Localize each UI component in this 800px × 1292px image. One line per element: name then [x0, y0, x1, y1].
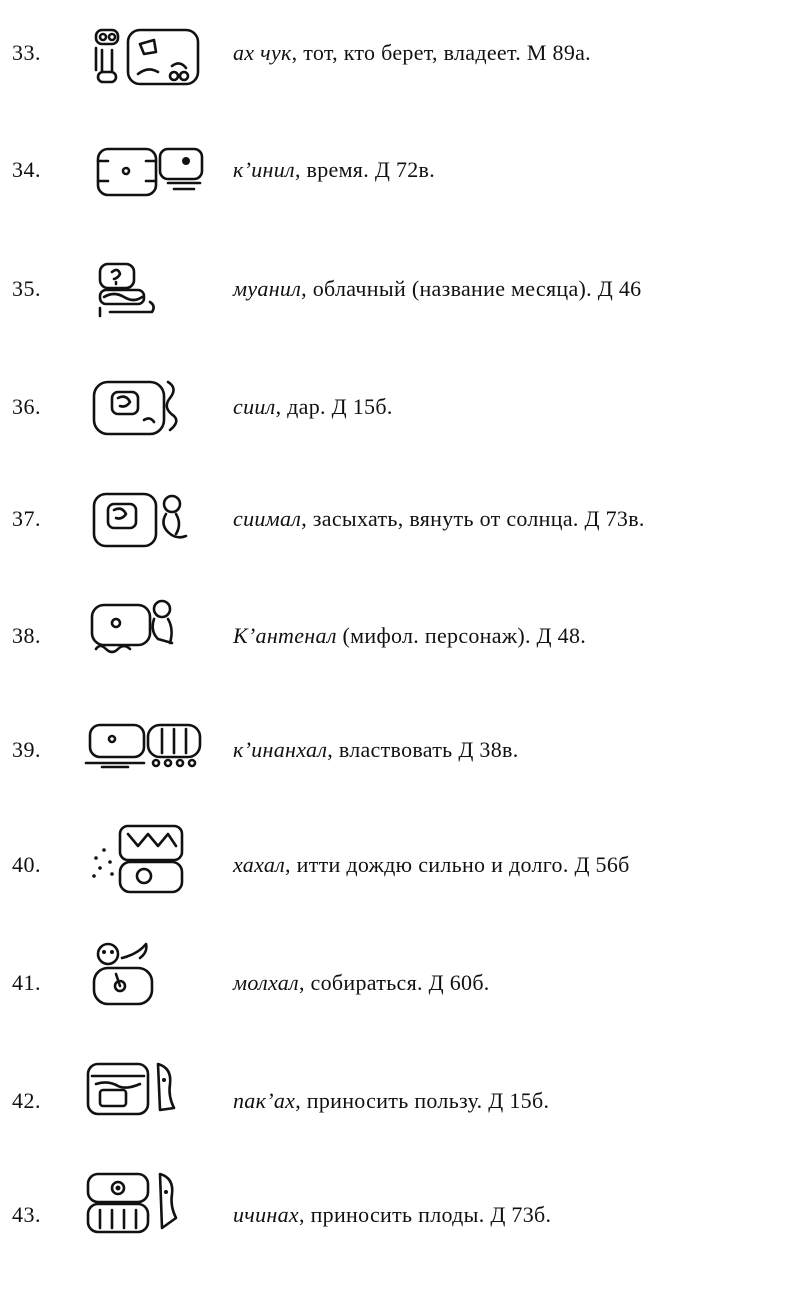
- maya-glyph-image: [82, 26, 212, 88]
- entry-number: 43.: [12, 1202, 41, 1227]
- glossary-entry: [0, 506, 800, 596]
- entry-text: [233, 623, 586, 649]
- glossary-entry: [0, 737, 800, 827]
- entry-description: , облачный (название месяца). Д 46: [301, 276, 642, 301]
- maya-glyph-image: [82, 838, 212, 900]
- maya-glyph-image: [82, 609, 212, 671]
- maya-glyph-image: [82, 380, 212, 442]
- entry-term: муанил: [233, 276, 302, 301]
- entry-text: [233, 276, 641, 302]
- entry-number: 41.: [12, 970, 41, 995]
- entry-text: [233, 1088, 549, 1114]
- entry-term: к’инил: [233, 157, 295, 182]
- entry-description: (мифол. персонаж). Д 48.: [336, 623, 587, 648]
- glossary-entry: [0, 1088, 800, 1178]
- entry-term: пак’ах: [233, 1088, 296, 1113]
- entry-term: ах чук: [233, 40, 292, 65]
- entry-description: , приносить плоды. Д 73б.: [298, 1202, 552, 1227]
- entry-number: 36.: [12, 394, 41, 419]
- entry-term: К’антенал: [233, 623, 337, 648]
- entry-number: 39.: [12, 737, 41, 762]
- entry-term: хахал: [233, 852, 286, 877]
- entry-description: , властвовать Д 38в.: [327, 737, 519, 762]
- entry-number: 40.: [12, 852, 41, 877]
- entry-description: , собираться. Д 60б.: [298, 970, 490, 995]
- glossary-entry: [0, 852, 800, 942]
- entry-number: 42.: [12, 1088, 41, 1113]
- glossary-entry: [0, 1202, 800, 1292]
- glossary-entry: [0, 623, 800, 713]
- entry-number: 33.: [12, 40, 41, 65]
- entry-description: , дар. Д 15б.: [275, 394, 393, 419]
- maya-glyph-image: [82, 956, 212, 1018]
- entry-description: , приносить пользу. Д 15б.: [295, 1088, 550, 1113]
- entry-description: , время. Д 72в.: [294, 157, 436, 182]
- glossary-entry: [0, 157, 800, 247]
- glossary-entry: [0, 40, 800, 130]
- maya-glyph-image: [82, 492, 212, 554]
- entry-number: 34.: [12, 157, 41, 182]
- entry-text: [233, 970, 490, 996]
- entry-text: [233, 157, 435, 183]
- maya-glyph-image: [82, 723, 212, 785]
- entry-text: [233, 40, 591, 66]
- entry-term: сиимал: [233, 506, 302, 531]
- entry-term: молхал: [233, 970, 299, 995]
- entry-term: к’инанхал: [233, 737, 328, 762]
- entry-text: [233, 394, 393, 420]
- maya-glyph-image: [82, 262, 212, 324]
- entry-description: , засыхать, вянуть от солнца. Д 73в.: [301, 506, 645, 531]
- maya-glyph-image: [82, 1074, 212, 1136]
- entry-description: , итти дождю сильно и долго. Д 56б: [285, 852, 630, 877]
- entry-text: [233, 852, 630, 878]
- entry-text: [233, 506, 645, 532]
- entry-description: , тот, кто берет, владеет. М 89а.: [291, 40, 591, 65]
- entry-number: 38.: [12, 623, 41, 648]
- glossary-entry: [0, 276, 800, 366]
- glossary-entry: [0, 970, 800, 1060]
- entry-term: сиил: [233, 394, 276, 419]
- entry-text: [233, 737, 519, 763]
- maya-glyph-image: [82, 143, 212, 205]
- entry-number: 37.: [12, 506, 41, 531]
- entry-text: [233, 1202, 551, 1228]
- entry-number: 35.: [12, 276, 41, 301]
- maya-glyph-image: [82, 1188, 212, 1250]
- glossary-entry: [0, 394, 800, 484]
- entry-term: ичинах: [233, 1202, 299, 1227]
